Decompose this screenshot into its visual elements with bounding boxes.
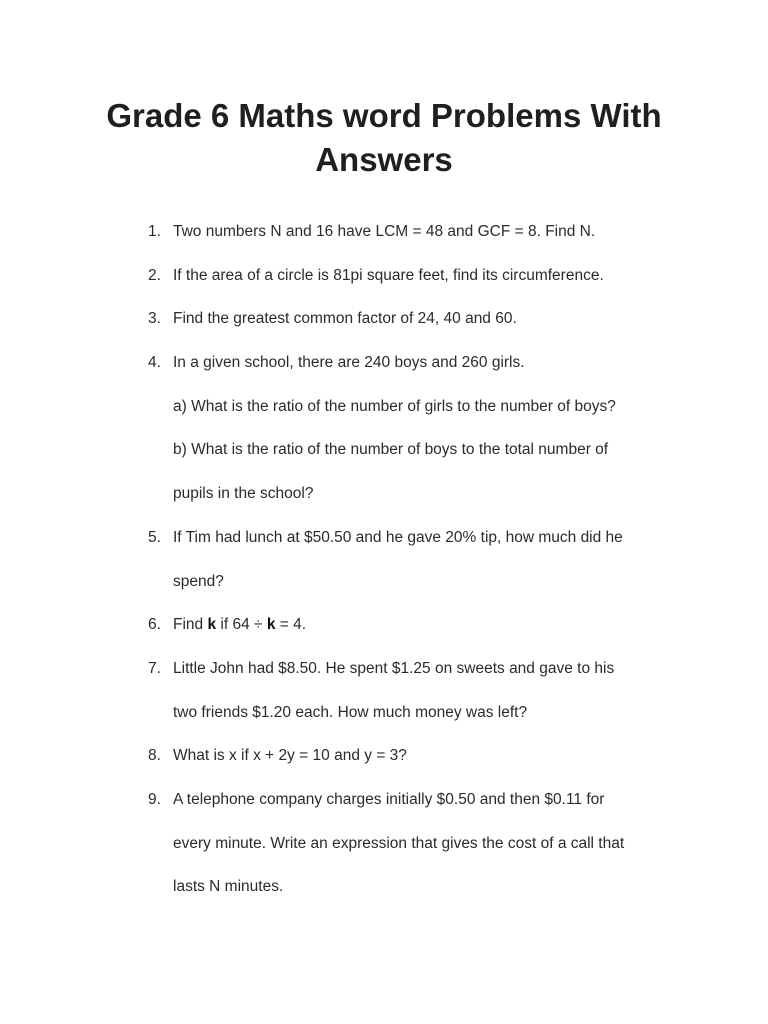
problem-number: 5. <box>148 528 161 546</box>
problem-text-segment: = 4. <box>275 616 307 634</box>
variable-k: k <box>207 616 217 634</box>
problem-text: every minute. Write an expression that gives the cost of a call that <box>173 834 625 852</box>
problem-text: What is x if x + 2y = 10 and y = 3? <box>173 747 407 765</box>
problem-number: 9. <box>148 790 161 808</box>
problem-text: spend? <box>173 572 224 590</box>
problem-line <box>0 254 768 298</box>
problem-line-continuation <box>0 472 768 516</box>
problem-item <box>0 778 768 909</box>
problem-text: If Tim had lunch at $50.50 and he gave 20% tip, how much did he <box>173 528 623 546</box>
problem-subpart <box>0 385 768 429</box>
problem-number: 8. <box>148 747 161 765</box>
problem-text-segment: if 64 ÷ <box>216 616 267 634</box>
variable-k: k <box>266 616 276 634</box>
problem-number: 4. <box>148 354 161 372</box>
problem-line <box>0 778 768 822</box>
problem-item <box>0 603 768 647</box>
problem-number: 3. <box>148 310 161 328</box>
problem-text: lasts N minutes. <box>173 878 284 896</box>
problem-line <box>0 297 768 341</box>
problem-item <box>0 516 768 603</box>
problem-text: b) What is the ratio of the number of boys to the total number of <box>173 441 609 459</box>
problem-number: 1. <box>148 223 161 240</box>
problem-subpart <box>0 428 768 472</box>
problem-item <box>0 734 768 778</box>
problem-line <box>0 734 768 778</box>
problem-text: Little John had $8.50. He spent $1.25 on sweets and gave to his <box>173 659 615 677</box>
problem-item <box>0 647 768 734</box>
problem-text: pupils in the school? <box>173 485 314 503</box>
problem-line-continuation <box>0 560 768 604</box>
problem-text: two friends $1.20 each. How much money was left? <box>173 703 528 721</box>
problem-line <box>0 341 768 385</box>
problem-text: Two numbers N and 16 have LCM = 48 and GCF = 8. Find N. <box>173 223 596 240</box>
problem-line <box>0 647 768 691</box>
problem-line <box>0 210 768 254</box>
problem-item <box>0 254 768 298</box>
problem-text <box>173 603 306 647</box>
problem-list <box>0 210 768 909</box>
problem-text: In a given school, there are 240 boys and 260 girls. <box>173 354 525 372</box>
problem-number: 2. <box>148 266 161 284</box>
problem-text-segment: Find <box>173 616 208 634</box>
problem-item <box>0 297 768 341</box>
problem-item <box>0 341 768 516</box>
problem-text: a) What is the ratio of the number of girls to the number of boys? <box>173 397 616 415</box>
problem-line <box>0 516 768 560</box>
problem-item <box>0 210 768 254</box>
problem-number: 7. <box>148 659 161 677</box>
problem-line-continuation <box>0 691 768 735</box>
page-title: Grade 6 Maths word Problems With Answers <box>106 97 662 178</box>
problem-line-continuation <box>0 822 768 866</box>
problem-text: A telephone company charges initially $0.50 and then $0.11 for <box>173 790 605 808</box>
problem-text: If the area of a circle is 81pi square feet, find its circumference. <box>173 266 604 284</box>
problem-line <box>0 603 768 647</box>
problem-line-continuation <box>0 865 768 909</box>
problem-text: Find the greatest common factor of 24, 40 and 60. <box>173 310 517 328</box>
problem-number: 6. <box>148 616 161 634</box>
